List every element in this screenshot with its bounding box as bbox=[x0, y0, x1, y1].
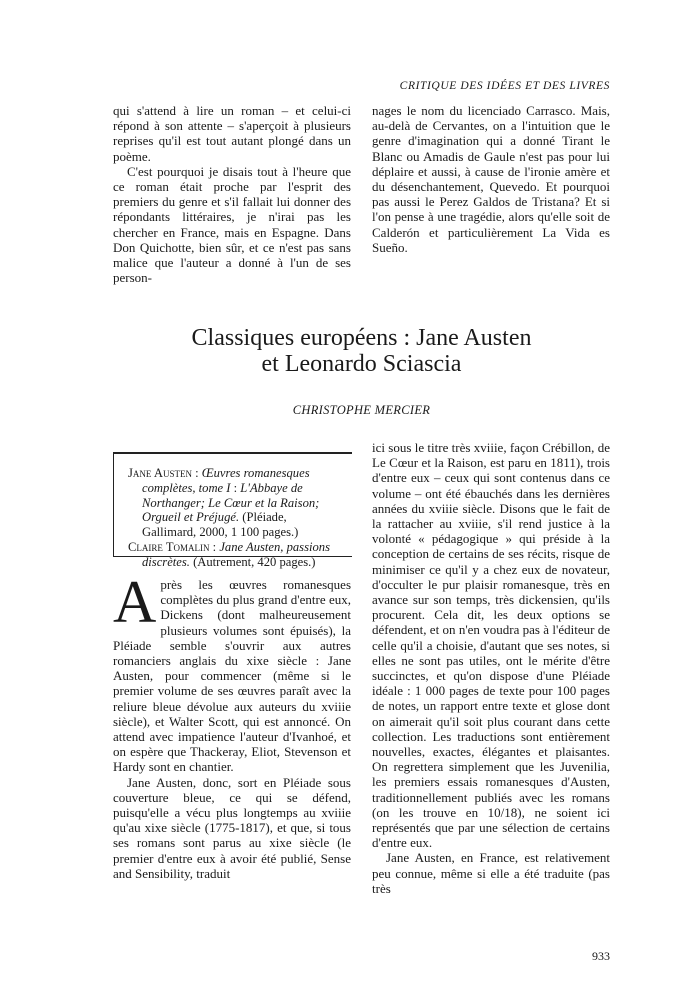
article-title-line2: et Leonardo Sciascia bbox=[261, 351, 462, 377]
top-right-column bbox=[372, 103, 610, 255]
paragraph: Jane Austen, donc, sort en Pléiade sous couverture bleue, ce qui se défend, puisqu'elle a vécu plus longtemps au xviiie qu'au xixe siècle (1775-1817), et que, si tous ses romans sont parus au xixe siècle (le premier d'entre eux à avoir été publié, Sense and Sensibility, traduit bbox=[113, 774, 351, 881]
drop-cap: A bbox=[113, 569, 157, 635]
reference-2: Claire Tomalin : Jane Austen, passions discrètes. (Autrement, 420 pages.) bbox=[128, 539, 330, 569]
main-left-column bbox=[113, 569, 351, 881]
article-title-line1: Classiques européens : Jane Austen bbox=[191, 325, 532, 351]
page-number: 933 bbox=[592, 949, 610, 963]
paragraph: qui s'attend à lire un roman – et celui-ci répond à son attente – s'aperçoit à plusieurs reprises qu'il est tout autant plongé dans un poème. bbox=[113, 103, 351, 164]
reference-title: Œuvres romanesques complètes, tome I bbox=[142, 466, 310, 495]
top-left-column bbox=[113, 103, 351, 285]
reference-publisher: (Pléiade, Gallimard, 2000, 1 100 pages.) bbox=[142, 510, 299, 540]
main-right-column bbox=[372, 440, 610, 896]
reference-1: Jane Austen : Œuvres romanesques complètes, tome I : L'Abbaye de Northanger; Le Cœur et la Raison; Orgueil et Préjugé. (Pléiade, Gallimard, 2000, 1 100 pages.) bbox=[128, 466, 320, 540]
reference-title: Jane Austen, passions discrètes. bbox=[142, 539, 330, 569]
reference-works: L'Abbaye de Northanger; Le Cœur et la Raison; Orgueil et Préjugé. bbox=[142, 480, 320, 525]
paragraph: ici sous le titre très xviiie, façon Crébillon, de Le Cœur et la Raison, est paru en 1811), trois d'entre eux – ceux qui sont contenus dans ce volume – ont été ébauchés dans les dernières années du xviiie siècle. Disons que le fait de la rattacher au xviiie, s'il rend justice à la volonté « pédagogique » qui préside à la conception de certains de ses récits, risque de minimiser ce qu'il y a chez eux de novateur, d'occulter le pur plaisir romanesque, très en avance sur son temps, très dickensien, qu'ils procurent. Cela dit, les deux options se défendent, et on n'en voudra pas à l'éditeur de celle qu'il a choisie, d'autant que ses notes, si elles ne sont pas utiles, ont le mérite d'être succinctes, et qu'on dispose d'une Pléiade idéale : 1 000 pages de texte pour 100 pages de notes, un rapport entre texte et glose dont on aimerait qu'il soit plus courant dans cette collection. Les traductions sont entièrement nouvelles, exactes, élégantes et plaisantes. On regrettera simplement que les Juvenilia, les premiers essais romanesques d'Austen, traditionnellement publiés avec les romans (on les trouve en 10/18), ne soient ici représentés que par une sélection de certains d'entre eux. bbox=[372, 440, 610, 851]
reference-box bbox=[113, 452, 352, 569]
paragraph-text: près les œuvres romanesques complètes du plus grand d'entre eux, Dickens (dont malheureusement plusieurs volumes sont épuisés), la Pléiade semble s'ouvrir aux autres romanciers anglais du xixe siècle : Jane Austen, pour commencer (même si le premier volume de ses œuvres paraît avec la reliure bleue dévolue aux auteurs du xviiie siècle), et Walter Scott, qui est annoncé. On attend avec impatience l'auteur d'Ivanhoé, et on espère que Thackeray, Eliot, Stevenson et Hardy sont en chantier. bbox=[113, 577, 351, 775]
paragraph: Jane Austen, en France, est relativement peu connue, même si elle a été traduite (pas très bbox=[372, 850, 610, 896]
running-head: CRITIQUE DES IDÉES ET DES LIVRES bbox=[399, 80, 610, 92]
paragraph: nages le nom du licenciado Carrasco. Mais, au-delà de Cervantes, on a l'intuition que le genre d'imagination qui a donné Tirant le Blanc ou Amadis de Gaule n'est pas pour lui déplaire et aussi, à cause de l'ironie amère et du désenchantement, Quevedo. Et pourquoi pas aussi le Perez Galdos de Tristana? Et si l'on pense à une tragédie, alors qu'elle soit de Calderón et particulièrement La Vida es Sueño. bbox=[372, 103, 610, 255]
reference-author: Jane Austen bbox=[128, 466, 192, 480]
article-title bbox=[113, 325, 610, 377]
opening-paragraph bbox=[113, 569, 351, 775]
reference-author: Claire Tomalin bbox=[128, 539, 210, 554]
paragraph: C'est pourquoi je disais tout à l'heure que ce roman était proche par l'esprit des premiers du genre et s'il fallait lui donner des répondants littéraires, je n'irai pas les chercher en France, mais en Espagne. Dans Don Quichotte, bien sûr, et ce n'est pas sans malice que l'auteur a donné à l'un de ses person- bbox=[113, 163, 351, 286]
article-author: CHRISTOPHE MERCIER bbox=[292, 403, 431, 417]
reference-publisher: (Autrement, 420 pages.) bbox=[193, 554, 316, 569]
